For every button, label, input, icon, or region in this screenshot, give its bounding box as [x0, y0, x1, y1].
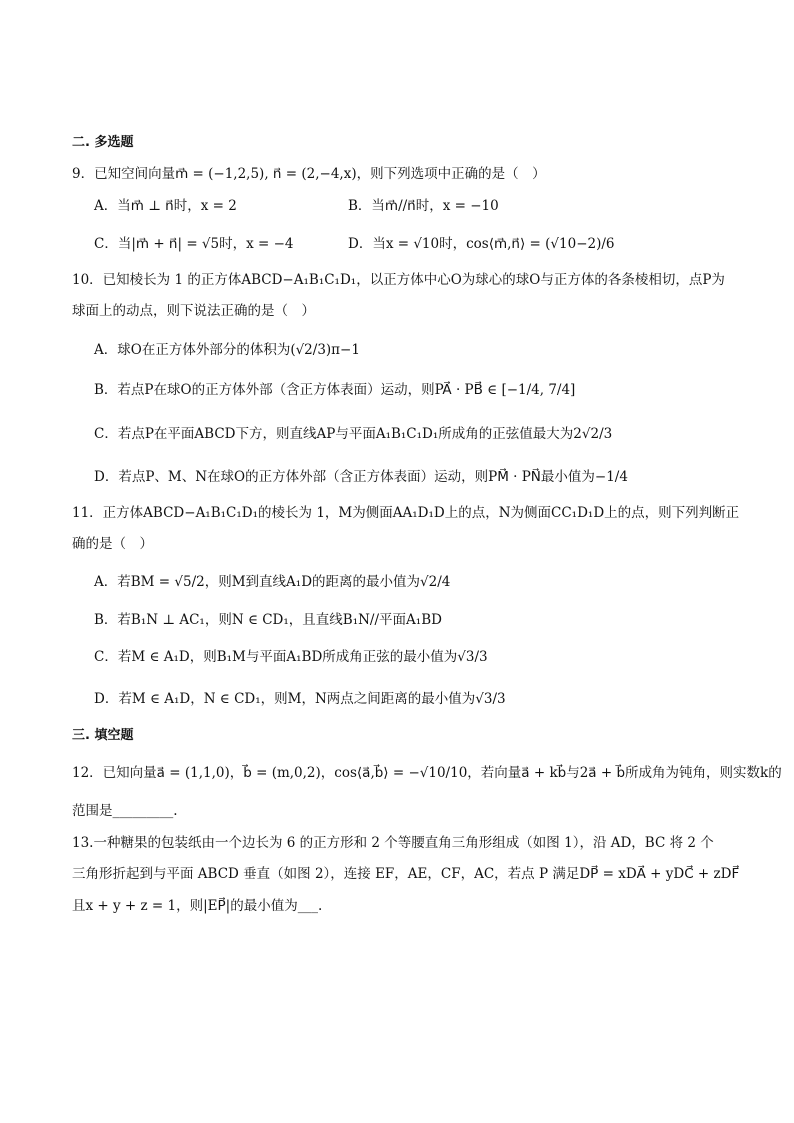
q10-stem-line1: 10．已知棱长为 1 的正方体ABCD−A₁B₁C₁D₁，以正方体中心O为球心的球O与正方体的各条棱相切，点P为 [72, 272, 725, 288]
q11-stem-line1: 11．正方体ABCD−A₁B₁C₁D₁的棱长为 1，M为侧面AA₁D₁D上的点，N为侧面CC₁D₁D上的点，则下列判断正 [72, 505, 740, 521]
q11-stem-line2: 确的是（ ） [72, 536, 153, 552]
q13-line3: 且x + y + z = 1，则|EP⃗|的最小值为___. [72, 898, 323, 914]
q10-option-d: D．若点P、M、N在球O的正方体外部（含正方体表面）运动，则PM⃗ · PN⃗最小值为−1/4 [94, 469, 628, 485]
q13-line2: 三角形折起到与平面 ABCD 垂直（如图 2），连接 EF，AE，CF，AC，若点 P 满足DP⃗ = xDA⃗ + yDC⃗ + zDF⃗ [72, 866, 740, 882]
q9-option-c: C．当|m⃗ + n⃗| = √5时，x = −4 [94, 236, 294, 252]
q13-line1: 13.一种糖果的包装纸由一个边长为 6 的正方形和 2 个等腰直角三角形组成（如图 1），沿 AD，BC 将 2 个 [72, 835, 714, 851]
q10-stem-line2: 球面上的动点，则下说法正确的是（ ） [72, 303, 315, 319]
q11-option-c: C．若M ∈ A₁D，则B₁M与平面A₁BD所成角正弦的最小值为√3/3 [94, 649, 488, 665]
q11-option-a: A．若BM = √5/2，则M到直线A₁D的距离的最小值为√2/4 [94, 574, 451, 590]
q9-option-d: D．当x = √10时，cos⟨m⃗,n⃗⟩ = (√10−2)/6 [348, 236, 615, 252]
q12-line2: 范围是_________. [72, 803, 178, 819]
q11-option-d: D．若M ∈ A₁D，N ∈ CD₁，则M，N两点之间距离的最小值为√3/3 [94, 691, 506, 707]
q12-line1: 12．已知向量a⃗ = (1,1,0)，b⃗ = (m,0,2)，cos⟨a⃗,b⃗⟩ = −√10/10，若向量a⃗ + kb⃗与2a⃗ + b⃗所成角为钝角，则实数k的 [72, 765, 782, 781]
q10-option-c: C．若点P在平面ABCD下方，则直线AP与平面A₁B₁C₁D₁所成角的正弦值最大为2√2/3 [94, 426, 613, 442]
section-heading-fill-blank: 三. 填空题 [72, 728, 134, 743]
q9-option-a: A．当m⃗ ⊥ n⃗时，x = 2 [94, 198, 237, 214]
q10-option-b: B．若点P在球O的正方体外部（含正方体表面）运动，则PA⃗ · PB⃗ ∈ [−1/4, 7/4] [94, 382, 576, 398]
section-heading-multi-choice: 二. 多选题 [72, 135, 134, 150]
q11-option-b: B．若B₁N ⊥ AC₁，则N ∈ CD₁，且直线B₁N//平面A₁BD [94, 612, 442, 628]
q9-stem: 9．已知空间向量m⃗ = (−1,2,5), n⃗ = (2,−4,x)，则下列选项中正确的是（ ） [72, 166, 546, 182]
q9-option-b: B．当m⃗//n⃗时，x = −10 [348, 198, 499, 214]
q10-option-a: A．球O在正方体外部分的体积为(√2/3)π−1 [94, 342, 360, 358]
